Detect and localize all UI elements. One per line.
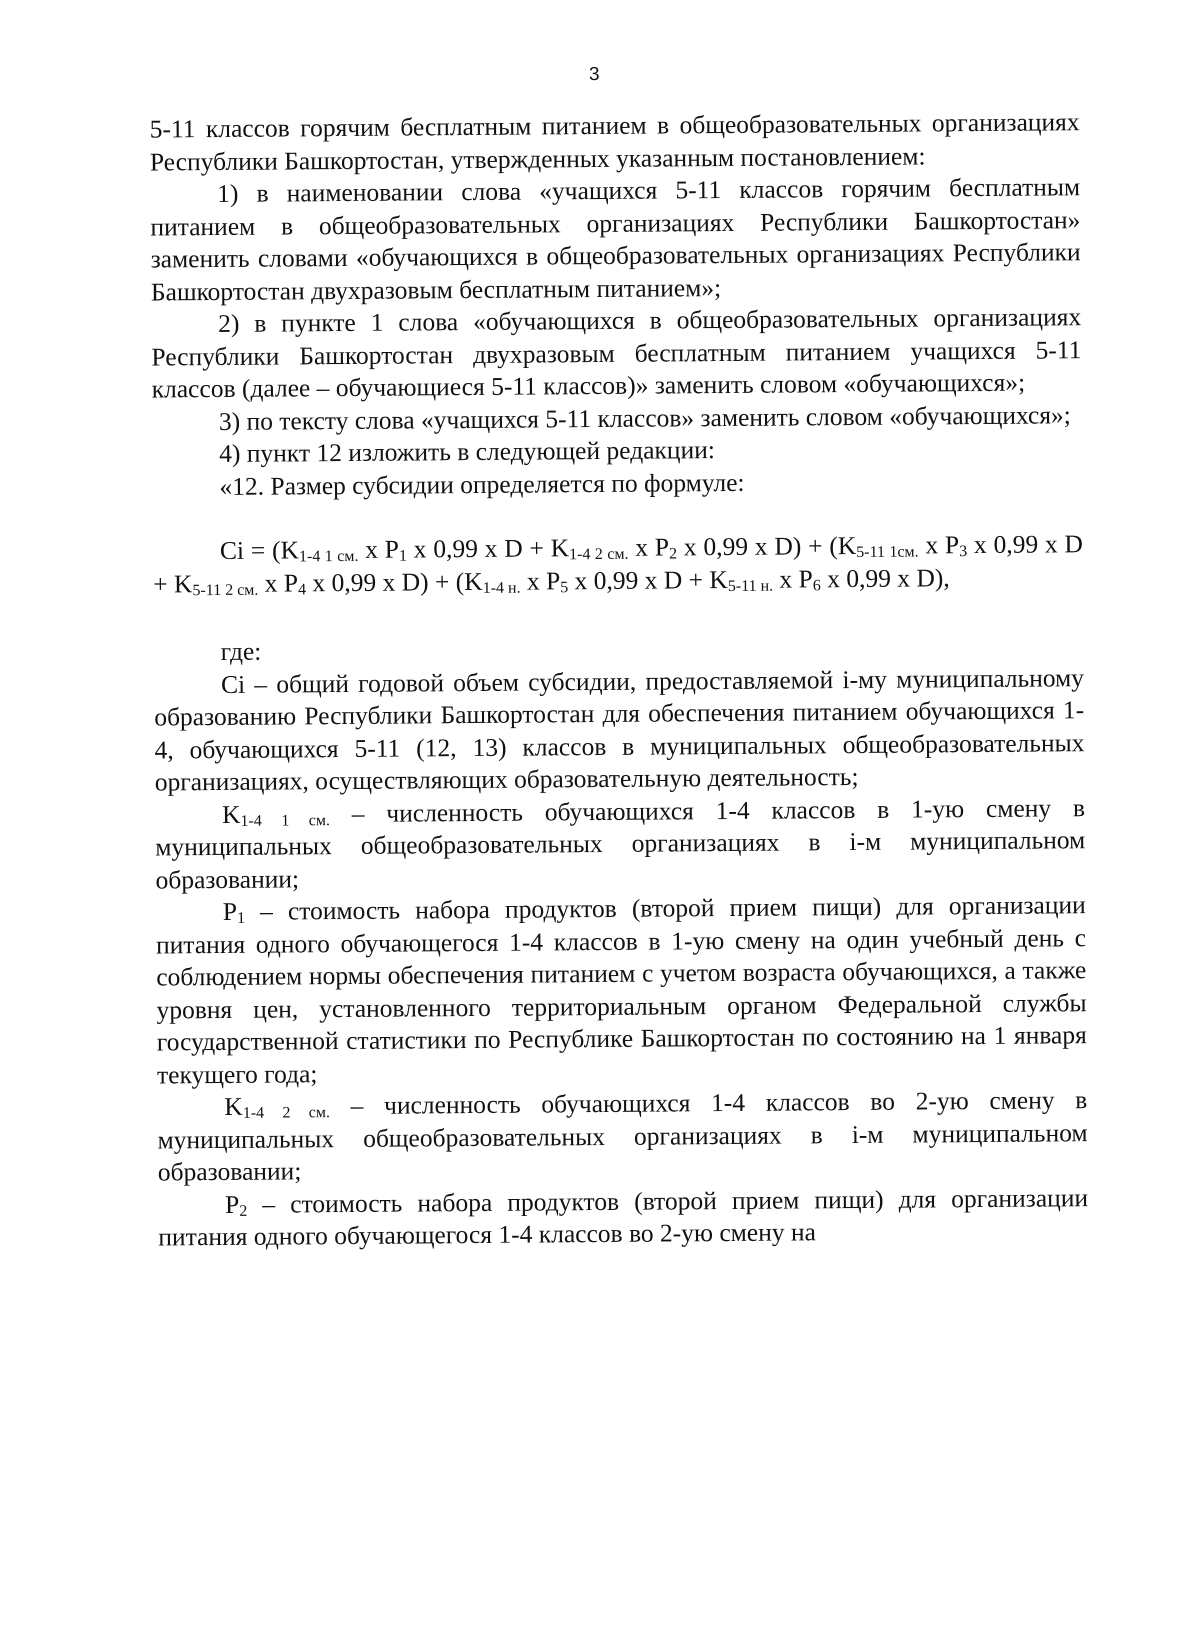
formula-text: x P — [358, 534, 400, 564]
formula-subscript: 3 — [959, 543, 968, 561]
document-body — [150, 106, 1089, 1254]
formula-subscript: 5-11 н. — [727, 577, 774, 595]
formula-subscript: 5-11 1см. — [856, 543, 919, 561]
formula-text: x 0,99 x D + K — [153, 529, 1084, 599]
formula-subscript: 2 — [669, 545, 678, 563]
definition-text: – стоимость набора продуктов (второй прием пищи) для организации питания одного обучающегося 1-4 классов в 1-ую смену на один учебный день с соблюдением нормы обеспечения питанием с учетом возраста обучающихся, а также уровня цен, установленного территориальным органом Федеральной службы государственной статистики по Республике Башкортостан по состоянию на 1 января текущего года; — [155, 890, 1087, 1089]
formula-text: x 0,99 x D) + (K — [305, 566, 483, 597]
definition-text: – численность обучающихся 1-4 классов в 1-ую смену в муниципальных общеобразовательных организациях в i-м муниципальном образовании; — [155, 792, 1086, 894]
formula-subscript: 1-4 2 см. — [569, 545, 629, 564]
formula-text: x P — [918, 530, 960, 560]
definition-p1 — [156, 889, 1088, 1091]
formula-text: x P — [258, 567, 299, 598]
formula-text: x 0,99 x D + K — [568, 564, 728, 595]
page-number: 3 — [588, 63, 600, 86]
formula-text: Ci = (K — [219, 535, 300, 565]
formula-text: x P — [628, 532, 670, 562]
definition-text: – стоимость набора продуктов (второй прием пищи) для организации питания одного обучающегося 1-4 классов во 2-ую смену на — [158, 1182, 1089, 1252]
subsidy-formula — [153, 528, 1083, 600]
definition-subscript: 1-4 2 см. — [242, 1104, 331, 1122]
where-label: где: — [220, 636, 262, 666]
definition-subscript: 2 — [239, 1202, 248, 1220]
formula-subscript: 5 — [560, 578, 569, 596]
formula-subscript: 6 — [812, 576, 821, 594]
definition-text: – общий годовой объем субсидии, предоставляемой i-му муниципальному образованию Республики Башкортостан для обеспечения питанием обучающихся 1-4, обучающихся 5-11 (12, 13) классов в муниципальных общеобразовательных организациях, осуществляющих образовательную деятельность; — [154, 662, 1085, 797]
definition-symbol: K — [221, 799, 241, 829]
paragraph-intro: 5-11 классов горячим бесплатным питанием в общеобразовательных организациях Республики Башкортостан, утвержденных указанным постановлением: — [149, 107, 1080, 177]
paragraph-item-12-heading: «12. Размер субсидии определяется по формуле: — [219, 467, 745, 501]
definition-p2 — [158, 1182, 1088, 1254]
formula-subscript: 5-11 2 см. — [192, 581, 259, 599]
formula-text: x P — [772, 563, 813, 594]
definition-k-1-4-2 — [157, 1084, 1088, 1189]
definition-symbol: K — [224, 1091, 243, 1121]
formula-subscript: 1-4 н. — [482, 579, 521, 597]
definition-symbol: Ci — [220, 669, 246, 699]
definition-text: – численность обучающихся 1-4 классов во 2-ую смену в муниципальных общеобразовательных организациях в i-м муниципальном образовании; — [157, 1085, 1088, 1187]
paragraph-item-3: 3) по тексту слова «учащихся 5-11 классов» заменить словом «обучающихся»; — [218, 399, 1071, 436]
formula-text: x 0,99 x D) + (K — [676, 530, 857, 562]
formula-subscript: 1-4 1 см. — [298, 547, 359, 566]
definition-ci — [154, 662, 1085, 799]
paragraph-item-2: 2) в пункте 1 слова «обучающихся в общеобразовательных организациях Республики Башкортостан двухразовым бесплатным питанием учащихся 5-11 классов (далее – обучающиеся 5-11 классов)» заменить словом «обучающихся»; — [151, 302, 1082, 404]
formula-text: x 0,99 x D + K — [406, 533, 570, 564]
definition-subscript: 1 — [236, 909, 246, 927]
definition-k-1-4-1 — [155, 792, 1086, 897]
formula-text: x 0,99 x D), — [820, 562, 950, 593]
paragraph-item-4: 4) пункт 12 изложить в следующей редакции: — [219, 435, 716, 468]
definition-subscript: 1-4 1 см. — [240, 811, 331, 830]
formula-text: x P — [520, 565, 561, 596]
definition-symbol: P — [224, 1189, 240, 1219]
paragraph-item-1: 1) в наименовании слова «учащихся 5-11 классов горячим бесплатным питанием в общеобразовательных организациях Республики Башкортостан» заменить словами «обучающихся в общеобразовательных организациях Республики Башкортостан двухразовым бесплатным питанием»; — [150, 172, 1081, 307]
formula-subscript: 1 — [398, 547, 408, 565]
definition-symbol: P — [222, 896, 238, 926]
formula-subscript: 4 — [298, 580, 307, 598]
